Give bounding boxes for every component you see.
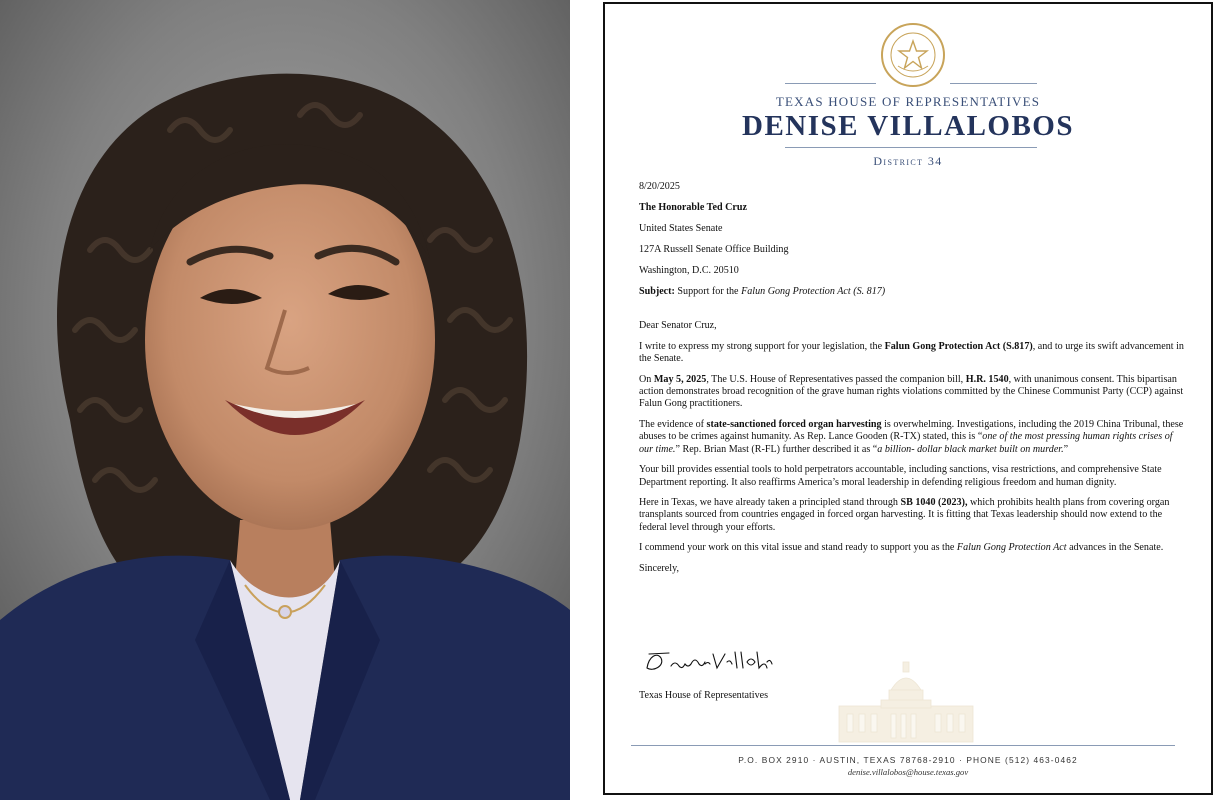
footer-email[interactable]: denise.villalobos@house.texas.gov [847, 767, 969, 777]
p5-bill: SB 1040 (2023), [900, 496, 968, 508]
handwritten-signature [643, 648, 773, 678]
letter-date: 8/20/2025 [639, 181, 680, 192]
p1-text-c: , and to urge its swift advancement in the Senate. [639, 340, 1184, 365]
p5-text-a: Here in Texas, we have already taken a principled stand through [639, 496, 898, 508]
p2-text-a: On [639, 373, 652, 385]
p3-quote-1: one of the most pressing human rights crises of our time. [639, 431, 1173, 455]
closing: Sincerely, [639, 562, 679, 574]
signer-title: Texas House of Representatives [639, 690, 769, 701]
letter-body [639, 181, 1185, 575]
subject-act: Falun Gong Protection Act (S. 817) [741, 285, 886, 297]
chamber-title: TEXAS HOUSE OF REPRESENTATIVES [775, 94, 1041, 109]
p3-text-a: The evidence of [639, 418, 705, 430]
p2-bill: H.R. 1540 [965, 373, 1009, 385]
header-rule-right [950, 83, 1037, 84]
name-rule [785, 147, 1037, 148]
subject-text: Support for the [677, 285, 739, 297]
p2-text-c: , The U.S. House of Representatives passed the companion bill, [706, 373, 964, 385]
p2-text-e: , with unanimous consent. This bipartisan action demonstrates broad recognition of the grave human rights violations committed by the Chinese Communist Party (CCP) against Falun Gong practitioners. [639, 373, 1184, 410]
footer-address: P.O. BOX 2910 · AUSTIN, TEXAS 78768-2910 · PHONE (512) 463-0462 [738, 755, 1078, 765]
p3-text-g: ” [1063, 443, 1069, 455]
paragraph-6 [639, 542, 1185, 554]
salutation: Dear Senator Cruz, [639, 319, 717, 331]
p6-act-name: Falun Gong Protection Act [956, 542, 1067, 554]
paragraph-2 [639, 374, 1185, 411]
footer-rule [631, 745, 1175, 746]
address-line-2: 127A Russell Senate Office Building [639, 243, 789, 255]
portrait-illustration [0, 0, 570, 800]
address-line-1: United States Senate [639, 222, 723, 234]
p3-quote-2: a billion- dollar black market built on murder. [877, 443, 1064, 455]
portrait-photo [0, 0, 570, 800]
p1-act-name: Falun Gong Protection Act (S.817) [884, 340, 1033, 352]
recipient-name: The Honorable Ted Cruz [639, 201, 747, 213]
p2-date: May 5, 2025 [653, 373, 707, 385]
p6-text-c: advances in the Senate. [1069, 542, 1164, 554]
paragraph-1 [639, 341, 1185, 366]
subject-line [639, 286, 1185, 298]
letter-page [603, 2, 1213, 795]
p1-text-a: I write to express my strong support for your legislation, the [639, 340, 883, 352]
district-label: District 34 [873, 154, 943, 168]
p3-emphasis: state-sanctioned forced organ harvesting [706, 418, 882, 430]
p5-text-c: which prohibits health plans from covering organ transplants sourced from countries engaged in forced organ harvesting. It is fitting that Texas leadership should now extend to the federal level through your efforts. [639, 496, 1170, 533]
header-rule-left [785, 83, 876, 84]
paragraph-5 [639, 497, 1185, 534]
capitol-building-icon [831, 660, 981, 746]
address-line-3: Washington, D.C. 20510 [639, 264, 739, 276]
p3-text-c: is overwhelming. Investigations, including the 2019 China Tribunal, these abuses to be crimes against humanity. As Rep. Lance Gooden (R-TX) stated, this is “ [639, 418, 1184, 443]
representative-name: DENISE VILLALOBOS [742, 110, 1074, 142]
texas-seal-icon [880, 22, 946, 88]
paragraph-4: Your bill provides essential tools to hold perpetrators accountable, including sanctions, visa restrictions, and comprehensive State Department reporting. It also reaffirms America’s moral leadership in defending religious freedom and human dignity. [639, 464, 1162, 488]
p3-text-e: ” Rep. Brian Mast (R-FL) further described it as “ [675, 443, 878, 455]
subject-label: Subject: [639, 285, 675, 297]
paragraph-3 [639, 419, 1185, 456]
p6-text-a: I commend your work on this vital issue and stand ready to support you as the [639, 542, 955, 554]
